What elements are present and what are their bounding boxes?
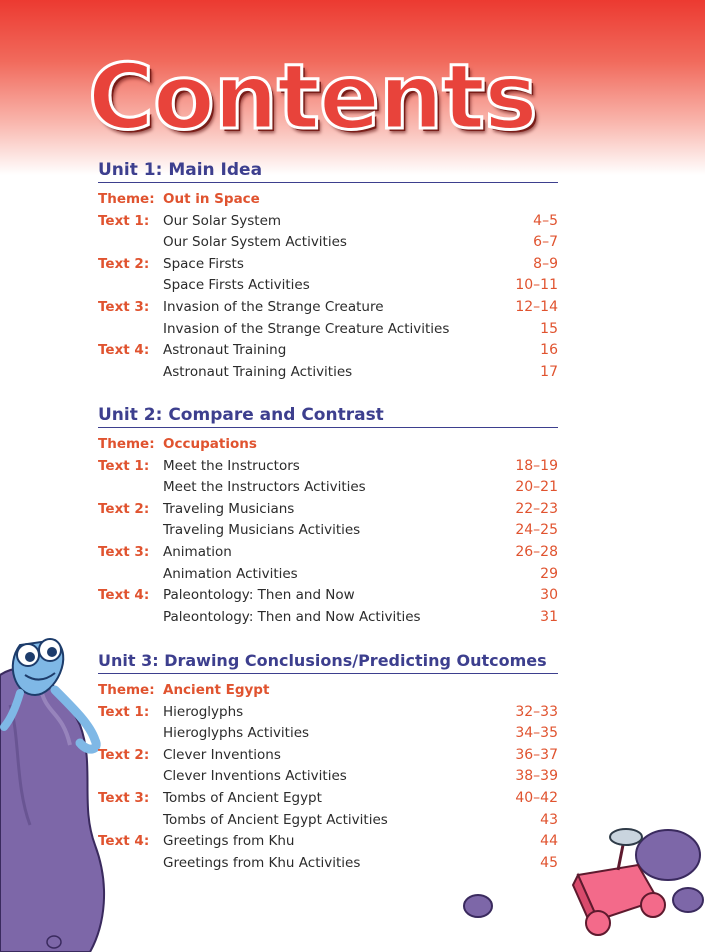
- row-pages: 16: [540, 342, 558, 359]
- row-pages: 15: [540, 320, 558, 337]
- toc-row: [98, 211, 558, 233]
- theme-title: Occupations: [163, 436, 257, 452]
- rover-illustration: [568, 805, 705, 945]
- row-title: Paleontology: Then and Now Activities: [163, 608, 421, 625]
- theme-row: [98, 434, 558, 456]
- row-pages: 38–39: [515, 768, 558, 785]
- row-label: Theme:: [98, 682, 155, 698]
- row-pages: 17: [540, 363, 558, 380]
- theme-title: Ancient Egypt: [163, 682, 270, 698]
- row-title: Paleontology: Then and Now: [163, 587, 355, 604]
- row-pages: 4–5: [533, 212, 558, 229]
- row-title: Animation Activities: [163, 565, 298, 582]
- row-pages: 12–14: [515, 298, 558, 315]
- row-pages: 36–37: [515, 746, 558, 763]
- toc-row: [98, 766, 558, 788]
- row-title: Tombs of Ancient Egypt: [163, 789, 322, 806]
- toc-list: [98, 674, 558, 874]
- row-label: Text 2:: [98, 255, 150, 272]
- row-title: Our Solar System: [163, 212, 282, 229]
- row-label: Text 1:: [98, 212, 150, 229]
- toc-row: [98, 745, 558, 767]
- row-pages: 10–11: [515, 277, 558, 294]
- unit-heading: Unit 2: Compare and Contrast: [98, 403, 558, 428]
- row-pages: 29: [540, 565, 558, 582]
- toc-row: [98, 564, 558, 586]
- row-label: Theme:: [98, 436, 155, 452]
- row-pages: 32–33: [515, 703, 558, 720]
- row-pages: 26–28: [515, 543, 558, 560]
- toc-list: [98, 183, 558, 383]
- row-title: Tombs of Ancient Egypt Activities: [163, 811, 388, 828]
- toc-row: [98, 788, 558, 810]
- row-label: Text 3:: [98, 298, 150, 315]
- toc-row: [98, 362, 558, 384]
- row-title: Our Solar System Activities: [163, 234, 347, 251]
- row-label: Text 1:: [98, 703, 150, 720]
- row-label: Text 2:: [98, 500, 150, 517]
- row-pages: 20–21: [515, 479, 558, 496]
- row-title: Space Firsts: [163, 255, 244, 272]
- row-title: Hieroglyphs Activities: [163, 725, 310, 742]
- toc-list: [98, 428, 558, 628]
- toc-row: [98, 456, 558, 478]
- row-label: Text 3:: [98, 543, 150, 560]
- row-title: Animation: [163, 543, 232, 560]
- toc-row: [98, 853, 558, 875]
- row-title: Astronaut Training Activities: [163, 363, 353, 380]
- row-title: Clever Inventions Activities: [163, 768, 347, 785]
- page-title: Contents: [88, 45, 537, 150]
- row-title: Meet the Instructors Activities: [163, 479, 366, 496]
- toc-row: [98, 810, 558, 832]
- toc-row: [98, 723, 558, 745]
- unit-2-section: [98, 403, 558, 628]
- pebble-illustration: [458, 890, 498, 920]
- row-title: Hieroglyphs: [163, 703, 244, 720]
- row-pages: 24–25: [515, 522, 558, 539]
- toc-row: [98, 702, 558, 724]
- row-label: Text 4:: [98, 587, 150, 604]
- row-label: Text 4:: [98, 342, 150, 359]
- row-pages: 34–35: [515, 725, 558, 742]
- row-pages: 31: [540, 608, 558, 625]
- row-label: Theme:: [98, 191, 155, 207]
- unit-heading: Unit 3: Drawing Conclusions/Predicting Outcomes: [98, 649, 558, 674]
- toc-row: [98, 319, 558, 341]
- row-title: Traveling Musicians: [163, 500, 295, 517]
- row-pages: 45: [540, 854, 558, 871]
- toc-row: [98, 499, 558, 521]
- row-pages: 30: [540, 587, 558, 604]
- toc-row: [98, 232, 558, 254]
- row-title: Space Firsts Activities: [163, 277, 310, 294]
- row-label: Text 2:: [98, 746, 150, 763]
- row-label: Text 4:: [98, 833, 150, 850]
- row-title: Astronaut Training: [163, 342, 287, 359]
- toc-row: [98, 542, 558, 564]
- toc-row: [98, 275, 558, 297]
- toc-row: [98, 340, 558, 362]
- row-pages: 6–7: [533, 234, 558, 251]
- row-pages: 22–23: [515, 500, 558, 517]
- row-title: Meet the Instructors: [163, 457, 300, 474]
- row-title: Greetings from Khu: [163, 833, 295, 850]
- unit-heading: Unit 1: Main Idea: [98, 158, 558, 183]
- toc-row: [98, 585, 558, 607]
- toc-row: [98, 477, 558, 499]
- toc-row: [98, 607, 558, 629]
- row-label: Text 1:: [98, 457, 150, 474]
- toc-row: [98, 297, 558, 319]
- row-title: Invasion of the Strange Creature: [163, 298, 384, 315]
- toc-row: [98, 831, 558, 853]
- toc-row: [98, 254, 558, 276]
- unit-3-section: [98, 649, 558, 874]
- row-pages: 43: [540, 811, 558, 828]
- row-pages: 44: [540, 833, 558, 850]
- row-label: Text 3:: [98, 789, 150, 806]
- pebble-illustration: [44, 930, 64, 950]
- toc-row: [98, 520, 558, 542]
- row-pages: 18–19: [515, 457, 558, 474]
- row-title: Traveling Musicians Activities: [163, 522, 361, 539]
- row-title: Invasion of the Strange Creature Activities: [163, 320, 450, 337]
- row-title: Greetings from Khu Activities: [163, 854, 361, 871]
- theme-row: [98, 189, 558, 211]
- theme-row: [98, 680, 558, 702]
- row-pages: 40–42: [515, 789, 558, 806]
- unit-1-section: [98, 158, 558, 383]
- theme-title: Out in Space: [163, 191, 260, 207]
- row-pages: 8–9: [533, 255, 558, 272]
- row-title: Clever Inventions: [163, 746, 281, 763]
